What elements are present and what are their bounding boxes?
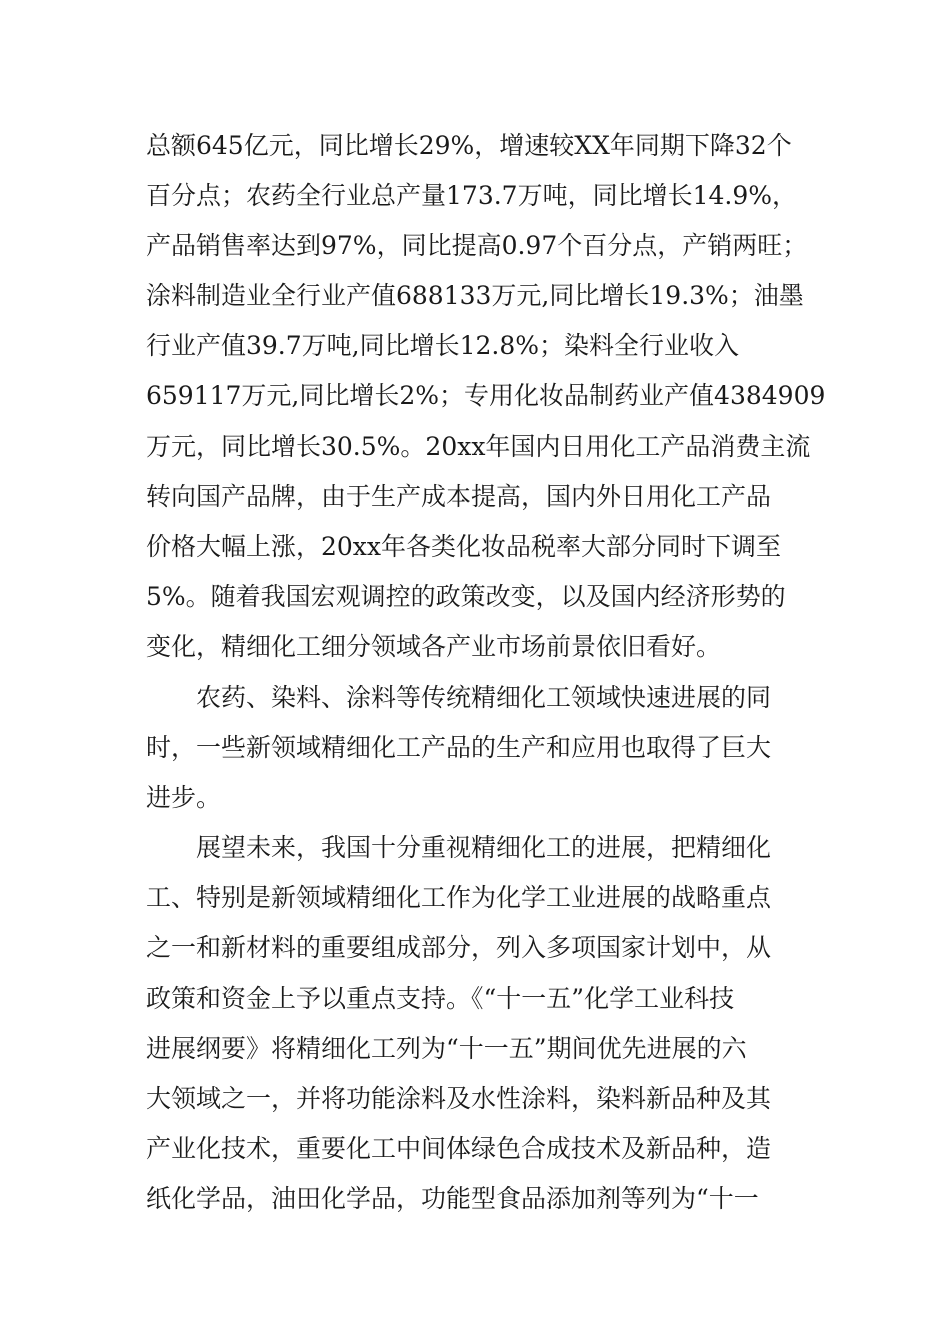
- text-line: 纸化学品，油田化学品，功能型食品添加剂等列为“十一: [146, 1184, 759, 1213]
- text-line: 工、特别是新领域精细化工作为化学工业进展的战略重点: [146, 883, 772, 912]
- paragraph-first-line: 农药、染料、涂料等传统精细化工领域快速进展的同: [196, 683, 772, 712]
- text-line: 时，一些新领域精细化工产品的生产和应用也取得了巨大: [146, 733, 772, 762]
- text-line: 进步。: [146, 783, 222, 812]
- text-line: 价格大幅上涨，20xx年各类化妆品税率大部分同时下调至: [146, 532, 782, 561]
- text-line: 政策和资金上予以重点支持。《“十一五”化学工业科技: [146, 984, 735, 1013]
- text-line: 万元，同比增长30.5%。20xx年国内日用化工产品消费主流: [146, 432, 811, 461]
- text-line: 产品销售率达到97%，同比提高0.97个百分点，产销两旺；: [146, 231, 808, 260]
- text-line: 转向国产品牌，由于生产成本提高，国内外日用化工产品: [146, 482, 772, 511]
- text-line: 659117万元,同比增长2%；专用化妆品制药业产值4384909: [146, 381, 826, 410]
- text-line: 进展纲要》将精细化工列为“十一五”期间优先进展的六: [146, 1034, 747, 1063]
- text-line: 行业产值39.7万吨,同比增长12.8%；染料全行业收入: [146, 331, 740, 360]
- text-line: 产业化技术，重要化工中间体绿色合成技术及新品种，造: [146, 1134, 772, 1163]
- text-line: 涂料制造业全行业产值688133万元,同比增长19.3%；油墨: [146, 281, 804, 310]
- text-line: 百分点；农药全行业总产量173.7万吨，同比增长14.9%，: [146, 181, 797, 210]
- text-line: 之一和新材料的重要组成部分，列入多项国家计划中，从: [146, 933, 772, 962]
- text-line: 总额645亿元，同比增长29%，增速较XX年同期下降32个: [146, 131, 792, 160]
- text-line: 大领域之一，并将功能涂料及水性涂料，染料新品种及其: [146, 1084, 772, 1113]
- text-line: 变化，精细化工细分领域各产业市场前景依旧看好。: [146, 632, 722, 661]
- paragraph-first-line: 展望未来，我国十分重视精细化工的进展，把精细化: [196, 833, 772, 862]
- text-line: 5%。随着我国宏观调控的政策改变，以及国内经济形势的: [146, 582, 786, 611]
